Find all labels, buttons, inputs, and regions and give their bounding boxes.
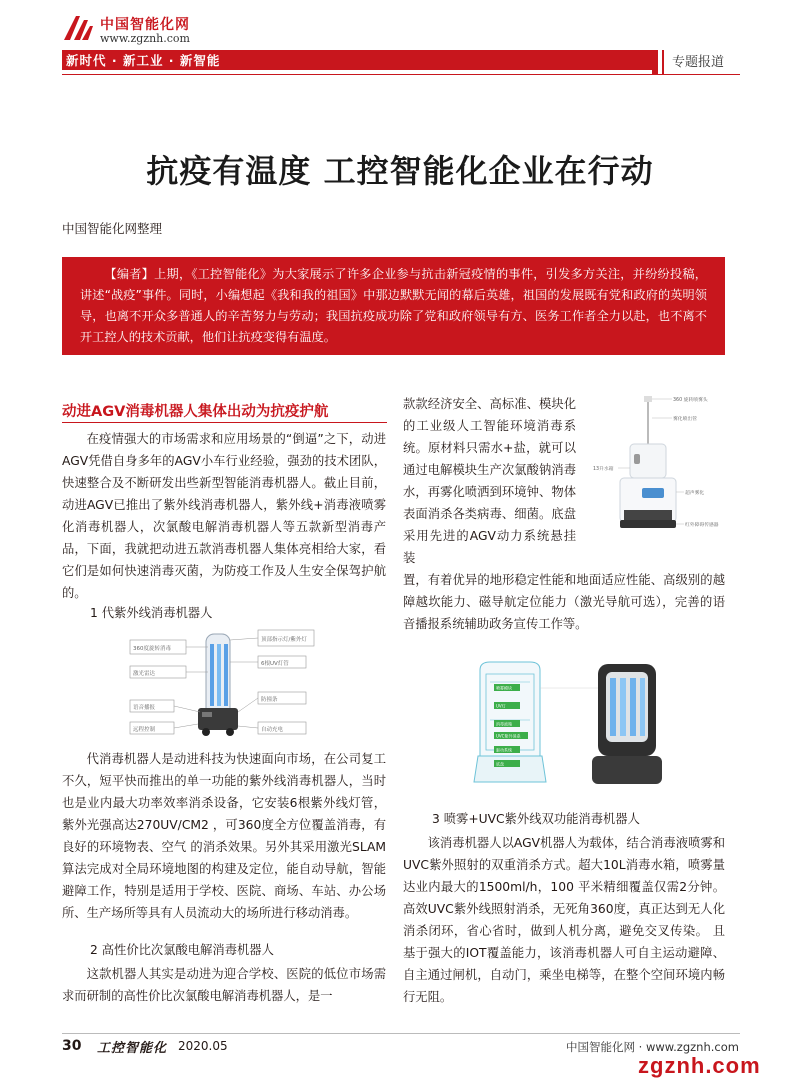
fig3-label-0: 喷雾模块 [496, 685, 512, 691]
footer-site: 中国智能化网 · www.zgznh.com [566, 1040, 739, 1054]
hypochlorite-robot-figure [590, 392, 740, 552]
issue-date: 2020.05 [178, 1039, 228, 1053]
logo-url: www.zgznh.com [100, 32, 190, 45]
fig1-label-right-3: 自动充电 [261, 727, 284, 733]
header-separator [652, 50, 658, 74]
fig1-label-right-0: 顶部指示灯/紫外灯 [261, 637, 307, 643]
fig3-label-1: UV灯 [496, 703, 506, 709]
header-slogan: 新时代 · 新工业 · 新智能 [66, 53, 221, 68]
subhead-1: 1 代紫外线消毒机器人 [90, 606, 213, 620]
page-number: 30 [62, 1038, 82, 1054]
header-separator-thin [662, 50, 664, 74]
subhead-2: 2 高性价比次氯酸电解消毒机器人 [90, 943, 274, 957]
article-title: 抗疫有温度 工控智能化企业在行动 [146, 152, 654, 190]
spray-uvc-robot-figure [470, 660, 665, 790]
section-title-underline [62, 422, 387, 423]
fig2-label-3: 超声雾化 [685, 491, 705, 496]
fig1-label-left-1: 激光雷达 [133, 671, 156, 677]
uv-robot-figure [128, 626, 343, 744]
fig1-label-left-2: 语音播报 [133, 705, 156, 711]
left-paragraph-1: 在疫情强大的市场需求和应用场景的“倒逼”之下，动进AGV凭借自身多年的AGV小车行业经验，强劲的技术团队，快速整合及不断研发出些新型智能消毒机器人。截止目前，动进AGV已推出了紫外线消毒机器人，紫外线+消毒液喷雾化消毒机器人，次氯酸电解消毒机器人等五款新型消毒产品，下面，我就把动进五款消毒机器人集体亮相给大家，看它们是如何快速消毒灭菌，为防疫工作及人生安全保驾护航的。 [62, 432, 386, 600]
magazine-name: 工控智能化 [97, 1041, 168, 1056]
fig2-label-1: 雾化喷出管 [673, 417, 697, 422]
right-paragraph-1-full: 置，有着优异的地形稳定性能和地面适应性能、高级别的越障越坎能力、磁导航定位能力（激光导航可选），完善的语音播报系统辅助政务宣传工作等。 [403, 573, 725, 631]
right-paragraph-1-wrapped: 款款经济安全、高标准、模块化的工业级人工智能环境消毒系统。原材料只需水+盐，就可以通过电解模块生产次氯酸钠消毒水，再雾化喷洒到环境钟、物体表面消杀各类病毒、细菌。底盘采用先进的AGV动力系统悬挂装 [403, 397, 576, 565]
left-paragraph-3: 这款机器人其实是动进为迎合学校、医院的低位市场需求而研制的高性价比次氯酸电解消毒机器人，是一 [62, 967, 386, 1003]
editor-note [62, 257, 725, 355]
header-divider [62, 74, 740, 75]
fig2-label-2: 13升水箱 [593, 467, 614, 472]
section-label: 专题报道 [672, 55, 725, 70]
subhead-3: 3 喷雾+UVC紫外线双功能消毒机器人 [432, 812, 640, 826]
fig3-label-4: 驱动系统 [496, 747, 512, 753]
fig3-label-2: 消毒液箱 [496, 721, 512, 727]
article-author: 中国智能化网整理 [62, 221, 163, 236]
section-title: 动进AGV消毒机器人集体出动为抗疫护航 [62, 404, 329, 420]
editor-note-text: 【编者】上期，《工控智能化》为大家展示了许多企业参与抗击新冠疫情的事件，引发多方关注，并纷纷投稿，讲述“战疫”事件。同时，小编想起《我和我的祖国》中那边默默无闻的幕后英雄，祖国的发展既有党和政府的英明领导，也离不开众多普通人的辛苦努力与劳动；我国抗疫成功除了党和政府领导有方、医务工作者全力以赴，也不离不开工控人的技术贡献，他们让抗疫变得有温度。 [80, 267, 707, 344]
fig2-label-4: 红外障碍传感器 [685, 523, 719, 528]
fig3-label-3: UVC紫外消杀 [496, 733, 521, 739]
fig2-label-0: 360 旋转喷雾头 [673, 398, 708, 403]
logo-text: 中国智能化网 [100, 17, 190, 33]
logo-icon [62, 12, 94, 42]
right-paragraph-2: 该消毒机器人以AGV机器人为载体，结合消毒液喷雾和UVC紫外照射的双重消杀方式。超大10L消毒水箱，喷雾量达业内最大的1500ml/h，100 平米精细覆盖仅需2分钟。高效UVC紫外线照射消杀，无死角360度，真正达到无人化消杀闭环，省心省时，做到人机分离，避免交叉传染。 且基于强大的IOT覆盖能力，该消毒机器人可自主运动避障、自主通过闸机，自动门，乘坐电梯等，在整个空间环境内畅行无阻。 [403, 836, 725, 1004]
fig1-label-left-0: 360度旋转消毒 [133, 646, 171, 652]
fig1-label-right-1: 6根UV灯管 [261, 661, 289, 667]
watermark: zgznh.com [638, 1053, 761, 1078]
left-paragraph-2: 代消毒机器人是动进科技为快速面向市场，在公司复工不久，短平快而推出的单一功能的紫外线消毒机器人，当时也是业内最大功率效率消杀设备，它安装6根紫外线灯管，紫外光强高达270UV/CM2 ，可360度全方位覆盖消毒，有良好的环境物表、空气 的消杀效果。另外其采用激光SLAM算法完成对全局环境地图的构建及定位，能自动导航，智能避障工作，特别是适用于学校、医院、商场、车站、办公场所、生产场所等具有人员流动大的场所进行移动消毒。 [62, 752, 386, 920]
fig1-label-left-3: 远程控制 [133, 727, 156, 733]
fig1-label-right-2: 防撞条 [261, 697, 278, 703]
footer-divider [62, 1033, 740, 1034]
fig3-label-5: 底盘 [496, 761, 504, 767]
